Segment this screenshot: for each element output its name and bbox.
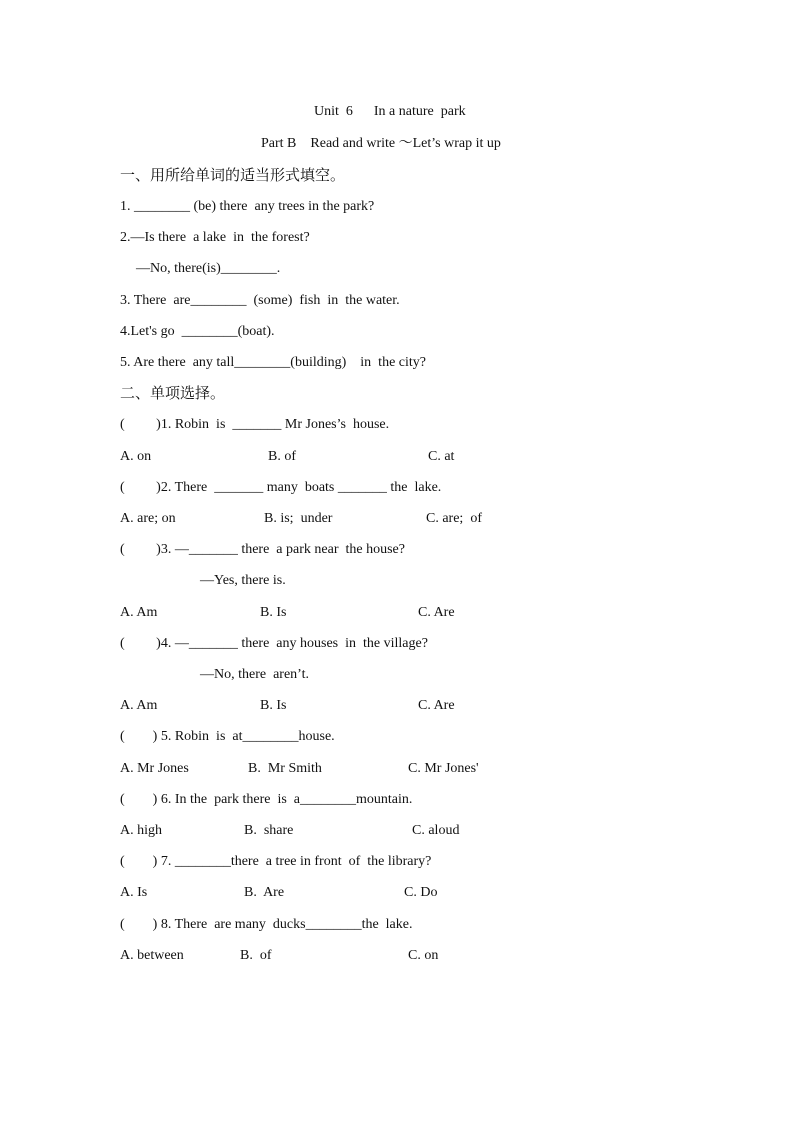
section-1-heading: 一、用所给单词的适当形式填空。	[120, 166, 346, 184]
mc-question-8: ( ) 8. There are many ducks________the lake.	[120, 917, 413, 932]
mc-q1-option-c: C. at	[428, 449, 455, 464]
mc-q6-option-c: C. aloud	[412, 823, 460, 838]
mc-q7-option-b: B. Are	[244, 885, 285, 900]
page-subtitle: Part B Read and write ～Let’s wrap it up	[261, 136, 501, 151]
mc-q8-option-b: B. of	[240, 948, 272, 963]
mc-question-5: ( ) 5. Robin is at________house.	[120, 729, 335, 744]
mc-q2-option-a: A. are; on	[120, 511, 176, 526]
mc-q3-option-a: A. Am	[120, 605, 158, 620]
fill-item-5: 5. Are there any tall________(building) in the city?	[120, 355, 426, 370]
mc-question-2: ( )2. There _______ many boats _______ the lake.	[120, 480, 442, 495]
mc-q1-option-a: A. on	[120, 449, 152, 464]
mc-q1-option-b: B. of	[268, 449, 296, 464]
mc-question-3: ( )3. —_______ there a park near the house?	[120, 542, 405, 557]
mc-question-6: ( ) 6. In the park there is a________mountain.	[120, 792, 413, 807]
fill-item-2-answer: —No, there(is)________.	[136, 261, 281, 276]
mc-q7-option-a: A. Is	[120, 885, 148, 900]
mc-q8-option-c: C. on	[408, 948, 439, 963]
mc-q5-option-c: C. Mr Jones'	[408, 761, 479, 776]
mc-q4-option-a: A. Am	[120, 698, 158, 713]
mc-q2-option-c: C. are; of	[426, 511, 482, 526]
section-2-heading: 二、单项选择。	[120, 384, 226, 402]
page-title: Unit 6 In a nature park	[314, 104, 466, 119]
mc-q4-option-b: B. Is	[260, 698, 287, 713]
mc-question-1: ( )1. Robin is _______ Mr Jones’s house.	[120, 417, 390, 432]
mc-q8-option-a: A. between	[120, 948, 184, 963]
mc-q3-option-b: B. Is	[260, 605, 287, 620]
fill-item-4: 4.Let's go ________(boat).	[120, 324, 275, 339]
fill-item-2-question: 2.—Is there a lake in the forest?	[120, 230, 310, 245]
mc-q3-option-c: C. Are	[418, 605, 455, 620]
fill-item-3: 3. There are________ (some) fish in the water.	[120, 293, 400, 308]
fill-item-1: 1. ________ (be) there any trees in the park?	[120, 199, 375, 214]
mc-q5-option-a: A. Mr Jones	[120, 761, 189, 776]
mc-q5-option-b: B. Mr Smith	[248, 761, 322, 776]
mc-q2-option-b: B. is; under	[264, 511, 333, 526]
mc-question-4: ( )4. —_______ there any houses in the village?	[120, 636, 428, 651]
mc-q4-reply: —No, there aren’t.	[200, 667, 309, 682]
mc-q6-option-a: A. high	[120, 823, 162, 838]
mc-q6-option-b: B. share	[244, 823, 294, 838]
mc-q4-option-c: C. Are	[418, 698, 455, 713]
mc-q3-reply: —Yes, there is.	[200, 573, 286, 588]
mc-question-7: ( ) 7. ________there a tree in front of the library?	[120, 854, 432, 869]
mc-q7-option-c: C. Do	[404, 885, 438, 900]
